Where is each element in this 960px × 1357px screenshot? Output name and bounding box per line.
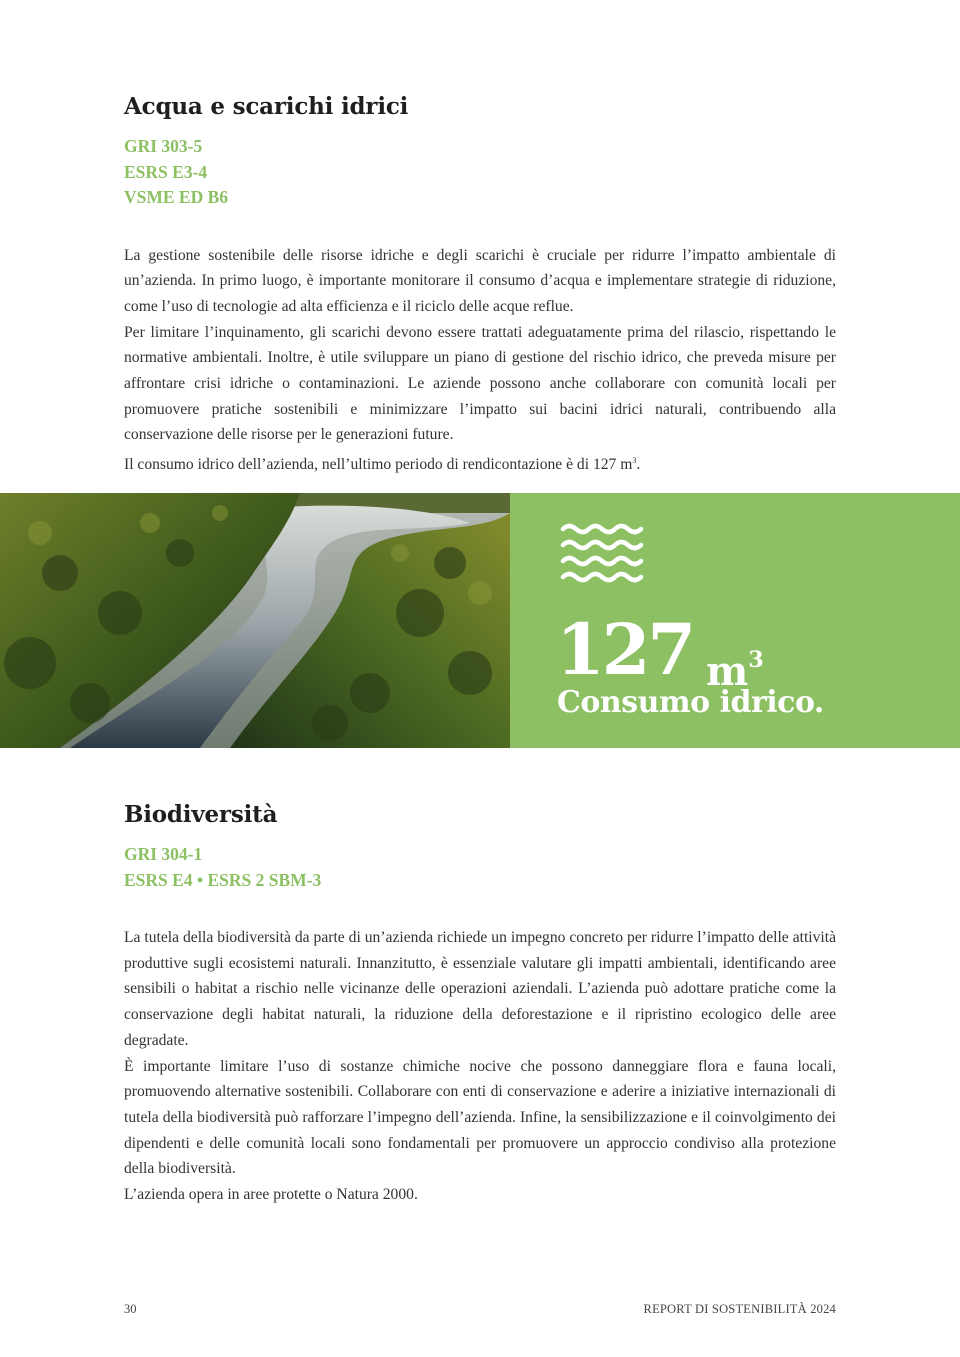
biodiversity-section [124,801,836,1208]
standard-code: VSME ED B6 [124,187,229,207]
standard-code: ESRS E4 • ESRS 2 SBM-3 [124,869,322,890]
biodiversity-standards-codes [124,842,836,893]
paragraph: L’azienda opera in aree protette o Natura 2000. [124,1186,418,1204]
standard-code: GRI 303-5 [124,136,203,156]
consumption-end: . [636,456,641,474]
water-body-text [124,243,836,478]
paragraph: È importante limitare l’uso di sostanze chimiche nocive che possono danneggiare flora e fauna locali, promuovendo alternative sostenibili. Collaborare con enti di conservazione e aderire a iniziative internazionali di tutela della biodiversità può rafforzare l’impegno dell’azienda. Infine, la sensibilizzazione e il coinvolgimento dei dipendenti e delle comunità locali sono fondamentali per promuovere un approccio condiviso alla protezione della biodiversità. [124,1057,836,1178]
standard-code: ESRS E3-4 [124,161,208,182]
paragraph: La tutela della biodiversità da parte di un’azienda richiede un impegno concreto per ridurre l’impatto delle attività produttive sugli ecosistemi naturali. Innanzitutto, è essenziale valutare gli impatti ambientali, identificando aree sensibili o habitat a rischio nelle vicinanze delle operazioni aziendali. L’azienda può adottare pratiche come la conservazione degli habitat naturali, la riduzione della deforestazione e il ripristino ecologico delle aree degradate. [124,929,836,1049]
river-forest-photo [0,493,510,748]
paragraph: Per limitare l’inquinamento, gli scarichi devono essere trattati adeguatamente prima del rilascio, rispettando le normative ambientali. Inoltre, è utile sviluppare un piano di gestione del rischio idrico, che preveda misure per affrontare crisi idriche o contaminazioni. Le aziende possono anche collaborare con comunità locali per promuovere pratiche sostenibili e minimizzare l’impatto sui bacini idrici naturali, contribuendo alla conservazione delle risorse per le generazioni future. [124,323,836,444]
page-number: 30 [124,1302,137,1316]
biodiversity-section-title: Biodiversità [124,801,278,828]
report-title: REPORT DI SOSTENIBILITÀ 2024 [643,1302,836,1316]
consumption-sentence [124,448,836,478]
biodiversity-body-text [124,925,836,1208]
water-section-title: Acqua e scarichi idrici [124,93,409,120]
water-waves-icon [560,521,644,585]
unit-exponent: 3 [748,647,764,673]
stat-label: Consumo idrico. [557,685,824,720]
water-section [124,93,836,478]
paragraph: La gestione sostenibile delle risorse idriche e degli scarichi è cruciale per ridurre l’impatto ambientale di un’azienda. In primo luogo, è importante monitorare il consumo d’acqua e implementare strategie di riduzione, come l’uso di tecnologie ad alta efficienza e il riciclo delle acque reflue. [124,246,836,315]
water-standards-codes [124,134,836,211]
consumption-text: Il consumo idrico dell’azienda, nell’ultimo periodo di rendicontazione è di 127 m [124,456,633,474]
consumption-unit-exponent: 3 [632,456,637,466]
unit-base: m [706,648,749,695]
water-consumption-stat-panel [510,493,960,748]
water-consumption-banner [0,493,960,748]
stat-value: 127 [556,608,694,691]
standard-code: GRI 304-1 [124,844,203,864]
